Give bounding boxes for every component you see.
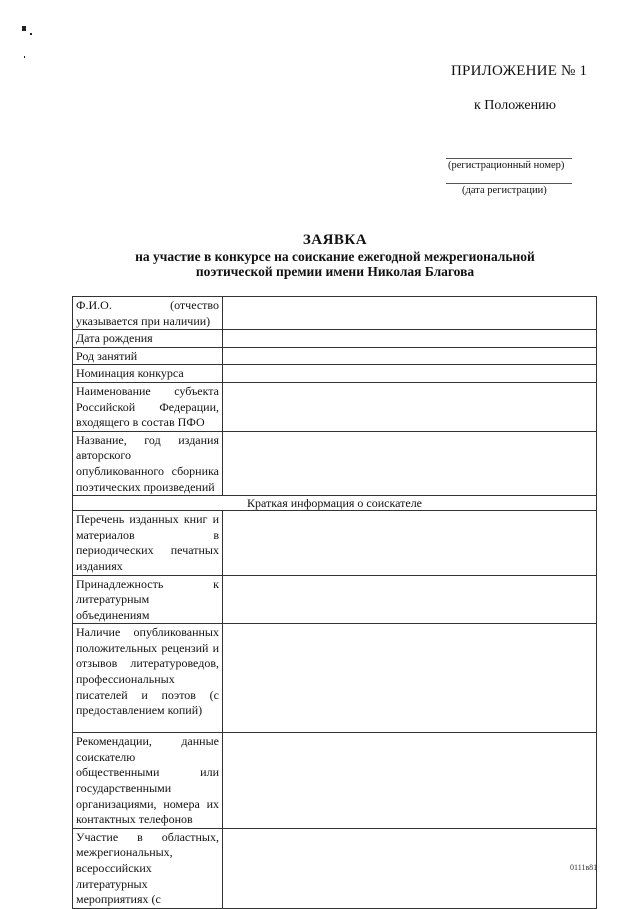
form-label: Рекомендации, данные соискателю общественными или государственными организациями, номера их контактных телефонов	[73, 733, 223, 829]
region-field[interactable]	[223, 382, 597, 431]
form-label: Наличие опубликованных положительных рецензий и отзывов литературоведов, профессиональных писателей и поэтов (с предоставлением копий)	[73, 624, 223, 733]
form-label: Дата рождения	[73, 330, 223, 348]
registration-number-line	[446, 158, 572, 159]
reviews-field[interactable]	[223, 624, 597, 733]
section-title: Краткая информация о соискателе	[73, 496, 597, 511]
collection-field[interactable]	[223, 431, 597, 495]
appendix-number: ПРИЛОЖЕНИЕ № 1	[451, 63, 588, 79]
form-label: Перечень изданных книг и материалов в периодических печатных изданиях	[73, 511, 223, 575]
scan-speck	[30, 33, 32, 35]
form-row-reviews	[73, 624, 597, 733]
form-row-nomination	[73, 365, 597, 383]
occupation-field[interactable]	[223, 347, 597, 365]
form-row-literary-associations	[73, 575, 597, 624]
events-field[interactable]	[223, 828, 597, 908]
form-row-region	[73, 382, 597, 431]
document-title: ЗАЯВКА	[302, 232, 368, 248]
form-row-occupation	[73, 347, 597, 365]
form-section-header	[73, 496, 597, 511]
form-label: Участие в областных, межрегиональных, всероссийских литературных мероприятиях (с	[73, 828, 223, 908]
birth-date-field[interactable]	[223, 330, 597, 348]
form-label: Номинация конкурса	[73, 365, 223, 383]
form-label: Род занятий	[73, 347, 223, 365]
form-row-publications	[73, 511, 597, 575]
registration-date-line	[446, 183, 572, 184]
registration-date-label: (дата регистрации)	[462, 185, 547, 196]
form-label: Название, год издания авторского опубликованного сборника поэтических произведений	[73, 431, 223, 495]
registration-number-label: (регистрационный номер)	[448, 160, 565, 171]
form-row-collection	[73, 431, 597, 495]
document-code: 0111в81	[570, 863, 598, 872]
document-subtitle-line-1: на участие в конкурсе на соискание ежегодной межрегиональной	[135, 249, 535, 264]
form-label: Наименование субъекта Российской Федерации, входящего в состав ПФО	[73, 382, 223, 431]
document-subtitle-line-2: поэтической премии имени Николая Благова	[195, 264, 475, 279]
recommendations-field[interactable]	[223, 733, 597, 829]
scan-speck	[24, 56, 25, 58]
form-label: Ф.И.О. (отчество указывается при наличии)	[73, 297, 223, 330]
application-form-table	[72, 296, 597, 909]
form-row-full-name	[73, 297, 597, 330]
publications-field[interactable]	[223, 511, 597, 575]
form-row-recommendations	[73, 733, 597, 829]
form-row-events	[73, 828, 597, 908]
scan-speck	[22, 26, 26, 31]
form-label: Принадлежность к литературным объединениям	[73, 575, 223, 624]
nomination-field[interactable]	[223, 365, 597, 383]
full-name-field[interactable]	[223, 297, 597, 330]
regulation-reference: к Положению	[474, 98, 557, 113]
literary-associations-field[interactable]	[223, 575, 597, 624]
form-row-birth-date	[73, 330, 597, 348]
